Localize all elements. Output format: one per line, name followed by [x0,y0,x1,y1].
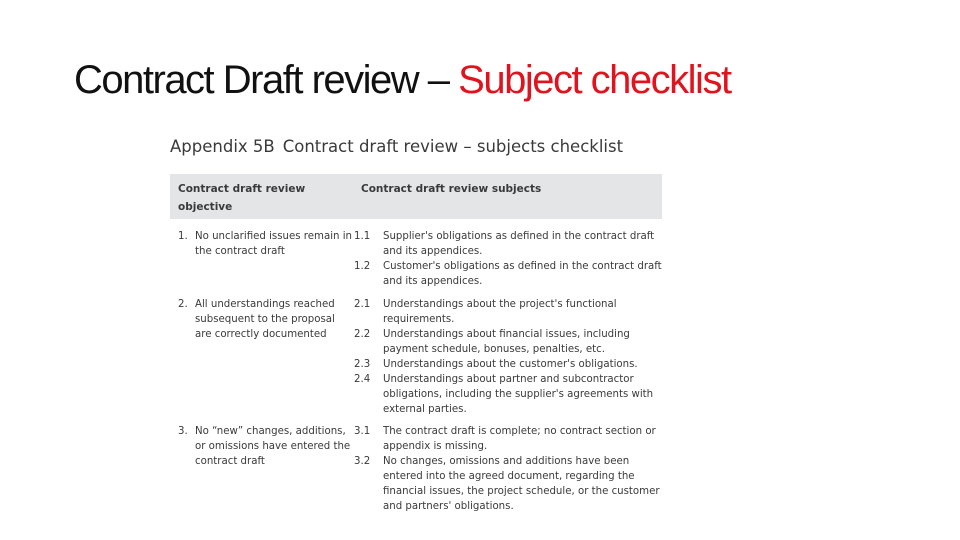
objective-cell [170,424,353,524]
subject-number: 3.2 [354,456,371,467]
subject-text: Customer's obligations as defined in the contract draft and its appendices. [383,261,662,287]
subject-text: No changes, omissions and additions have been entered into the agreed document, regarding the financial issues, the project schedule, or the customer and partners' obligations. [383,456,660,512]
subject-item [353,229,662,259]
subject-text: Understandings about the project's functional requirements. [383,299,617,325]
subject-number: 1.1 [354,231,371,242]
column-header-objective: Contract draft review objective [178,183,306,213]
objective-cell [170,229,353,297]
column-header-subjects: Contract draft review subjects [361,183,542,195]
subject-item [353,259,662,289]
subject-number: 3.1 [354,426,371,437]
appendix-document [170,136,662,524]
objective-text: No “new” changes, additions, or omissions have entered the contract draft [195,426,351,467]
subject-item [353,327,662,357]
subject-item [353,372,662,417]
subject-item [353,424,662,454]
objective-number: 3. [178,426,188,437]
slide-title-main: Contract Draft review – [74,58,459,102]
subject-number: 2.2 [354,329,371,340]
subject-text: Understandings about financial issues, including payment schedule, bonuses, penalties, etc. [383,329,630,355]
subject-number: 2.3 [354,359,371,370]
subject-item [353,297,662,327]
objective-number: 1. [178,231,188,242]
slide-title [74,56,731,104]
slide-title-accent: Subject checklist [458,58,731,102]
appendix-heading [170,136,662,158]
subject-item [353,357,662,372]
subject-number: 1.2 [354,261,371,272]
objective-text: All understandings reached subsequent to the proposal are correctly documented [195,299,335,340]
subject-number: 2.1 [354,299,371,310]
subject-number: 2.4 [354,374,371,385]
appendix-title: Contract draft review – subjects checklist [282,137,624,156]
subject-text: The contract draft is complete; no contract section or appendix is missing. [383,426,656,452]
table-row [170,229,662,297]
table-row [170,424,662,524]
table-body [170,229,662,524]
subjects-cell [353,424,662,524]
subject-text: Understandings about partner and subcontractor obligations, including the supplier's agreements with external parties. [383,374,654,415]
subject-text: Understandings about the customer's obligations. [383,359,638,370]
subject-text: Supplier's obligations as defined in the contract draft and its appendices. [383,231,655,257]
subjects-cell [353,229,662,297]
table-header [170,174,662,219]
objective-cell [170,297,353,424]
subject-item [353,454,662,514]
subjects-cell [353,297,662,424]
objective-number: 2. [178,299,188,310]
appendix-label: Appendix 5B [170,137,275,156]
table-row [170,297,662,424]
objective-text: No unclarified issues remain in the contract draft [195,231,353,257]
